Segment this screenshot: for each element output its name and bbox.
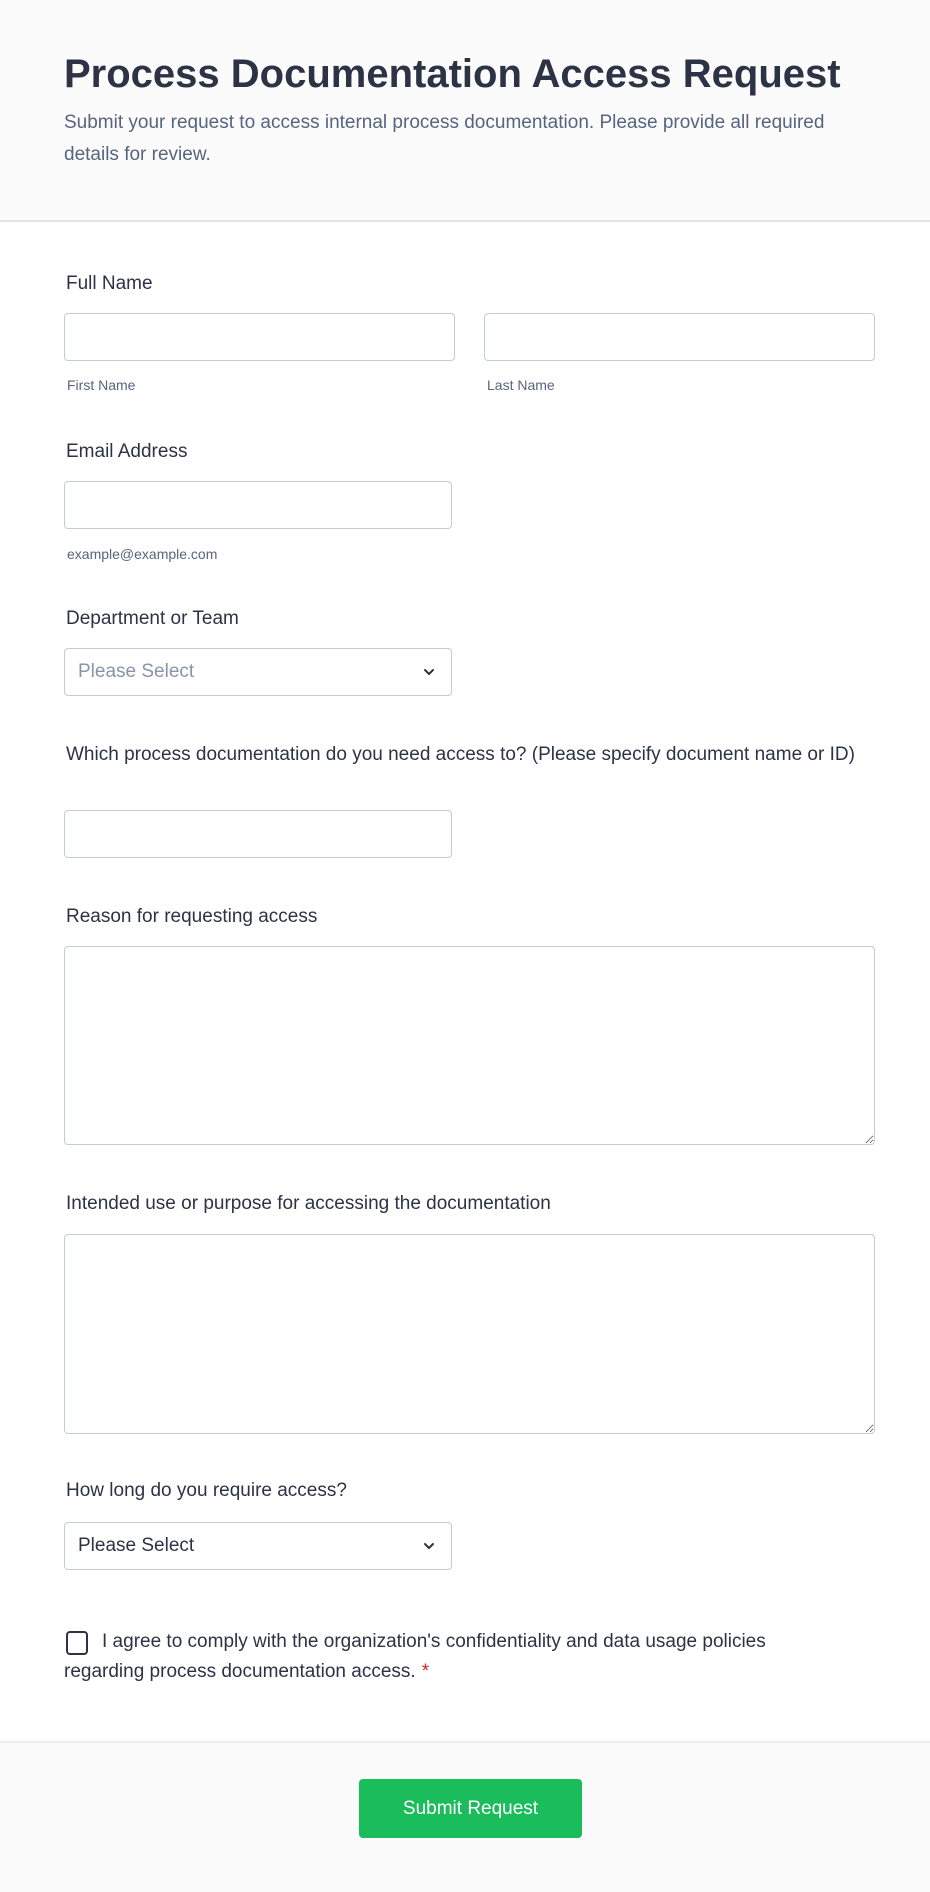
email-hint: example@example.com: [67, 546, 218, 562]
purpose-label: Intended use or purpose for accessing the documentation: [66, 1193, 551, 1214]
first-name-sublabel: First Name: [67, 377, 136, 393]
department-placeholder: Please Select: [78, 661, 195, 682]
duration-selected: Please Select: [78, 1535, 195, 1556]
department-select[interactable]: [64, 648, 452, 696]
duration-select[interactable]: [64, 1522, 452, 1570]
duration-label: How long do you require access?: [66, 1480, 347, 1501]
required-asterisk: *: [421, 1661, 430, 1682]
page-title: Process Documentation Access Request: [64, 52, 841, 96]
email-input[interactable]: [64, 481, 452, 529]
department-label: Department or Team: [66, 608, 239, 629]
page-subtitle: Submit your request to access internal process documentation. Please provide all required details for review.: [64, 112, 825, 165]
submit-button[interactable]: Submit Request: [359, 1779, 582, 1838]
first-name-input[interactable]: [64, 313, 455, 361]
documentation-label: Which process documentation do you need access to? (Please specify document name or ID): [66, 744, 855, 765]
last-name-input[interactable]: [484, 313, 875, 361]
chevron-down-icon: [421, 664, 437, 680]
documentation-input[interactable]: [64, 810, 452, 858]
reason-textarea[interactable]: [64, 946, 875, 1145]
last-name-sublabel: Last Name: [487, 377, 555, 393]
purpose-textarea[interactable]: [64, 1234, 875, 1434]
email-label: Email Address: [66, 441, 188, 462]
chevron-down-icon: [421, 1538, 437, 1554]
agreement-checkbox[interactable]: [66, 1631, 88, 1655]
agreement-label: [64, 1627, 804, 1687]
agreement-text: I agree to comply with the organization's confidentiality and data usage policies regarding process documentation access.: [64, 1631, 766, 1682]
full-name-label: Full Name: [66, 273, 153, 294]
reason-label: Reason for requesting access: [66, 906, 318, 927]
